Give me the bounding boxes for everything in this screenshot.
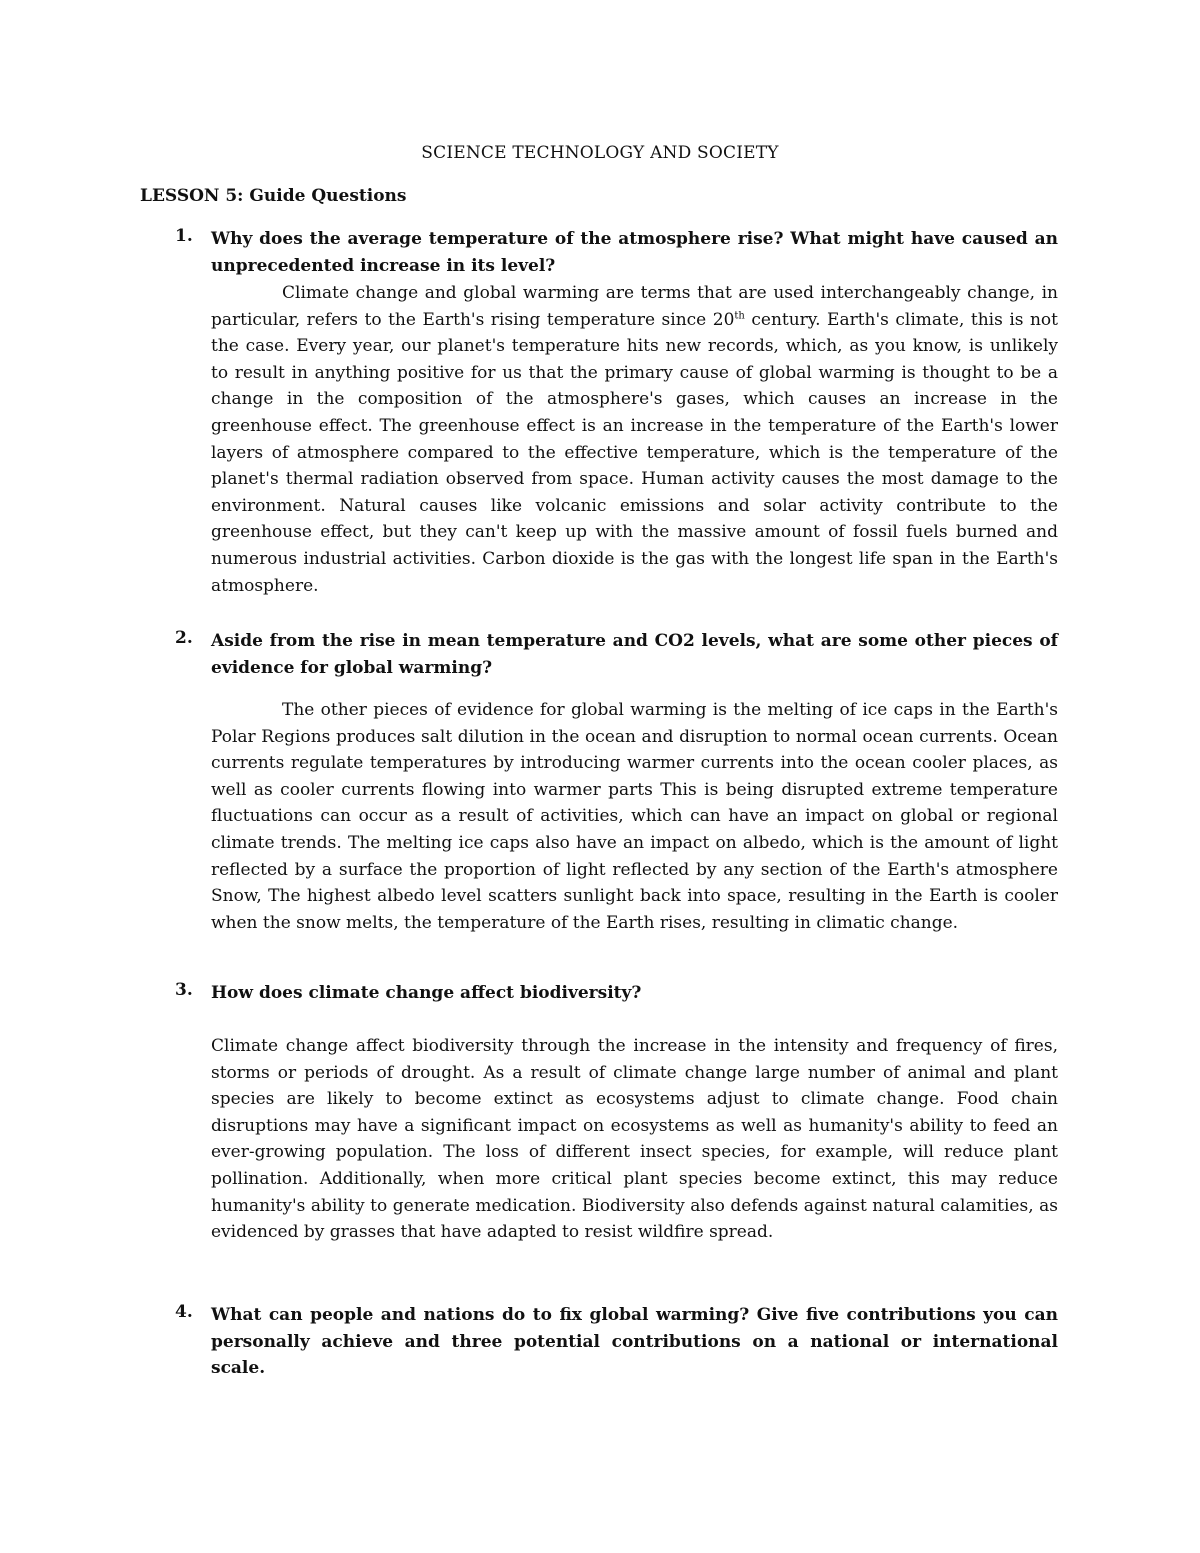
question-text: Aside from the rise in mean temperature and CO2 levels, what are some other pieces of evidence for global warming?: [211, 631, 1058, 678]
lesson-heading: LESSON 5: Guide Questions: [140, 186, 407, 206]
question-number: 2.: [175, 628, 193, 648]
question-3: [140, 980, 1058, 1007]
answer-text: Climate change and global warming are terms that are used interchangeably change, in particular, refers to the Earth's rising temperature since 20: [211, 283, 1058, 330]
superscript: th: [734, 309, 745, 321]
answer-2: The other pieces of evidence for global warming is the melting of ice caps in the Earth's Polar Regions produces salt dilution in the ocean and disruption to normal ocean currents. Ocean currents regulate temperatures by introducing warmer currents into the ocean cooler places, as well as cooler currents flowing into warmer parts This is being disrupted extreme temperature fluctuations can occur as a result of activities, which can have an impact on global or regional climate trends. The melting ice caps also have an impact on albedo, which is the amount of light reflected by a surface the proportion of light reflected by any section of the Earth's atmosphere Snow, The highest albedo level scatters sunlight back into space, resulting in the Earth is cooler when the snow melts, the temperature of the Earth rises, resulting in climatic change.: [211, 700, 1058, 933]
question-text: What can people and nations do to fix global warming? Give five contributions you can personally achieve and three potential contributions on a national or international scale.: [211, 1305, 1058, 1379]
question-2: [140, 628, 1058, 681]
document-title: SCIENCE TECHNOLOGY AND SOCIETY: [421, 143, 779, 163]
question-4: [140, 1302, 1058, 1382]
question-number: 1.: [175, 226, 193, 246]
question-number: 3.: [175, 980, 193, 1000]
question-text: How does climate change affect biodiversity?: [211, 983, 642, 1003]
answer-text: century. Earth's climate, this is not the case. Every year, our planet's temperature hits new records, which, as you know, is unlikely to result in anything positive for us that the primary cause of global warming is thought to be a change in the composition of the atmosphere's gases, which causes an increase in the greenhouse effect. The greenhouse effect is an increase in the temperature of the Earth's lower layers of atmosphere compared to the effective temperature, which is the temperature of the planet's thermal radiation observed from space. Human activity causes the most damage to the environment. Natural causes like volcanic emissions and solar activity contribute to the greenhouse effect, but they can't keep up with the massive amount of fossil fuels burned and numerous industrial activities. Carbon dioxide is the gas with the longest life span in the Earth's atmosphere.: [211, 309, 1058, 596]
answer-1: [211, 280, 1058, 599]
answer-3: Climate change affect biodiversity through the increase in the intensity and frequency of fires, storms or periods of drought. As a result of climate change large number of animal and plant species are likely to become extinct as ecosystems adjust to climate change. Food chain disruptions may have a significant impact on ecosystems as well as humanity's ability to feed an ever-growing population. The loss of different insect species, for example, will reduce plant pollination. Additionally, when more critical plant species become extinct, this may reduce humanity's ability to generate medication. Biodiversity also defends against natural calamities, as evidenced by grasses that have adapted to resist wildfire spread.: [211, 1036, 1058, 1243]
question-1: [140, 226, 1058, 279]
question-text: Why does the average temperature of the atmosphere rise? What might have caused an unprecedented increase in its level?: [211, 229, 1058, 276]
question-number: 4.: [175, 1302, 193, 1322]
